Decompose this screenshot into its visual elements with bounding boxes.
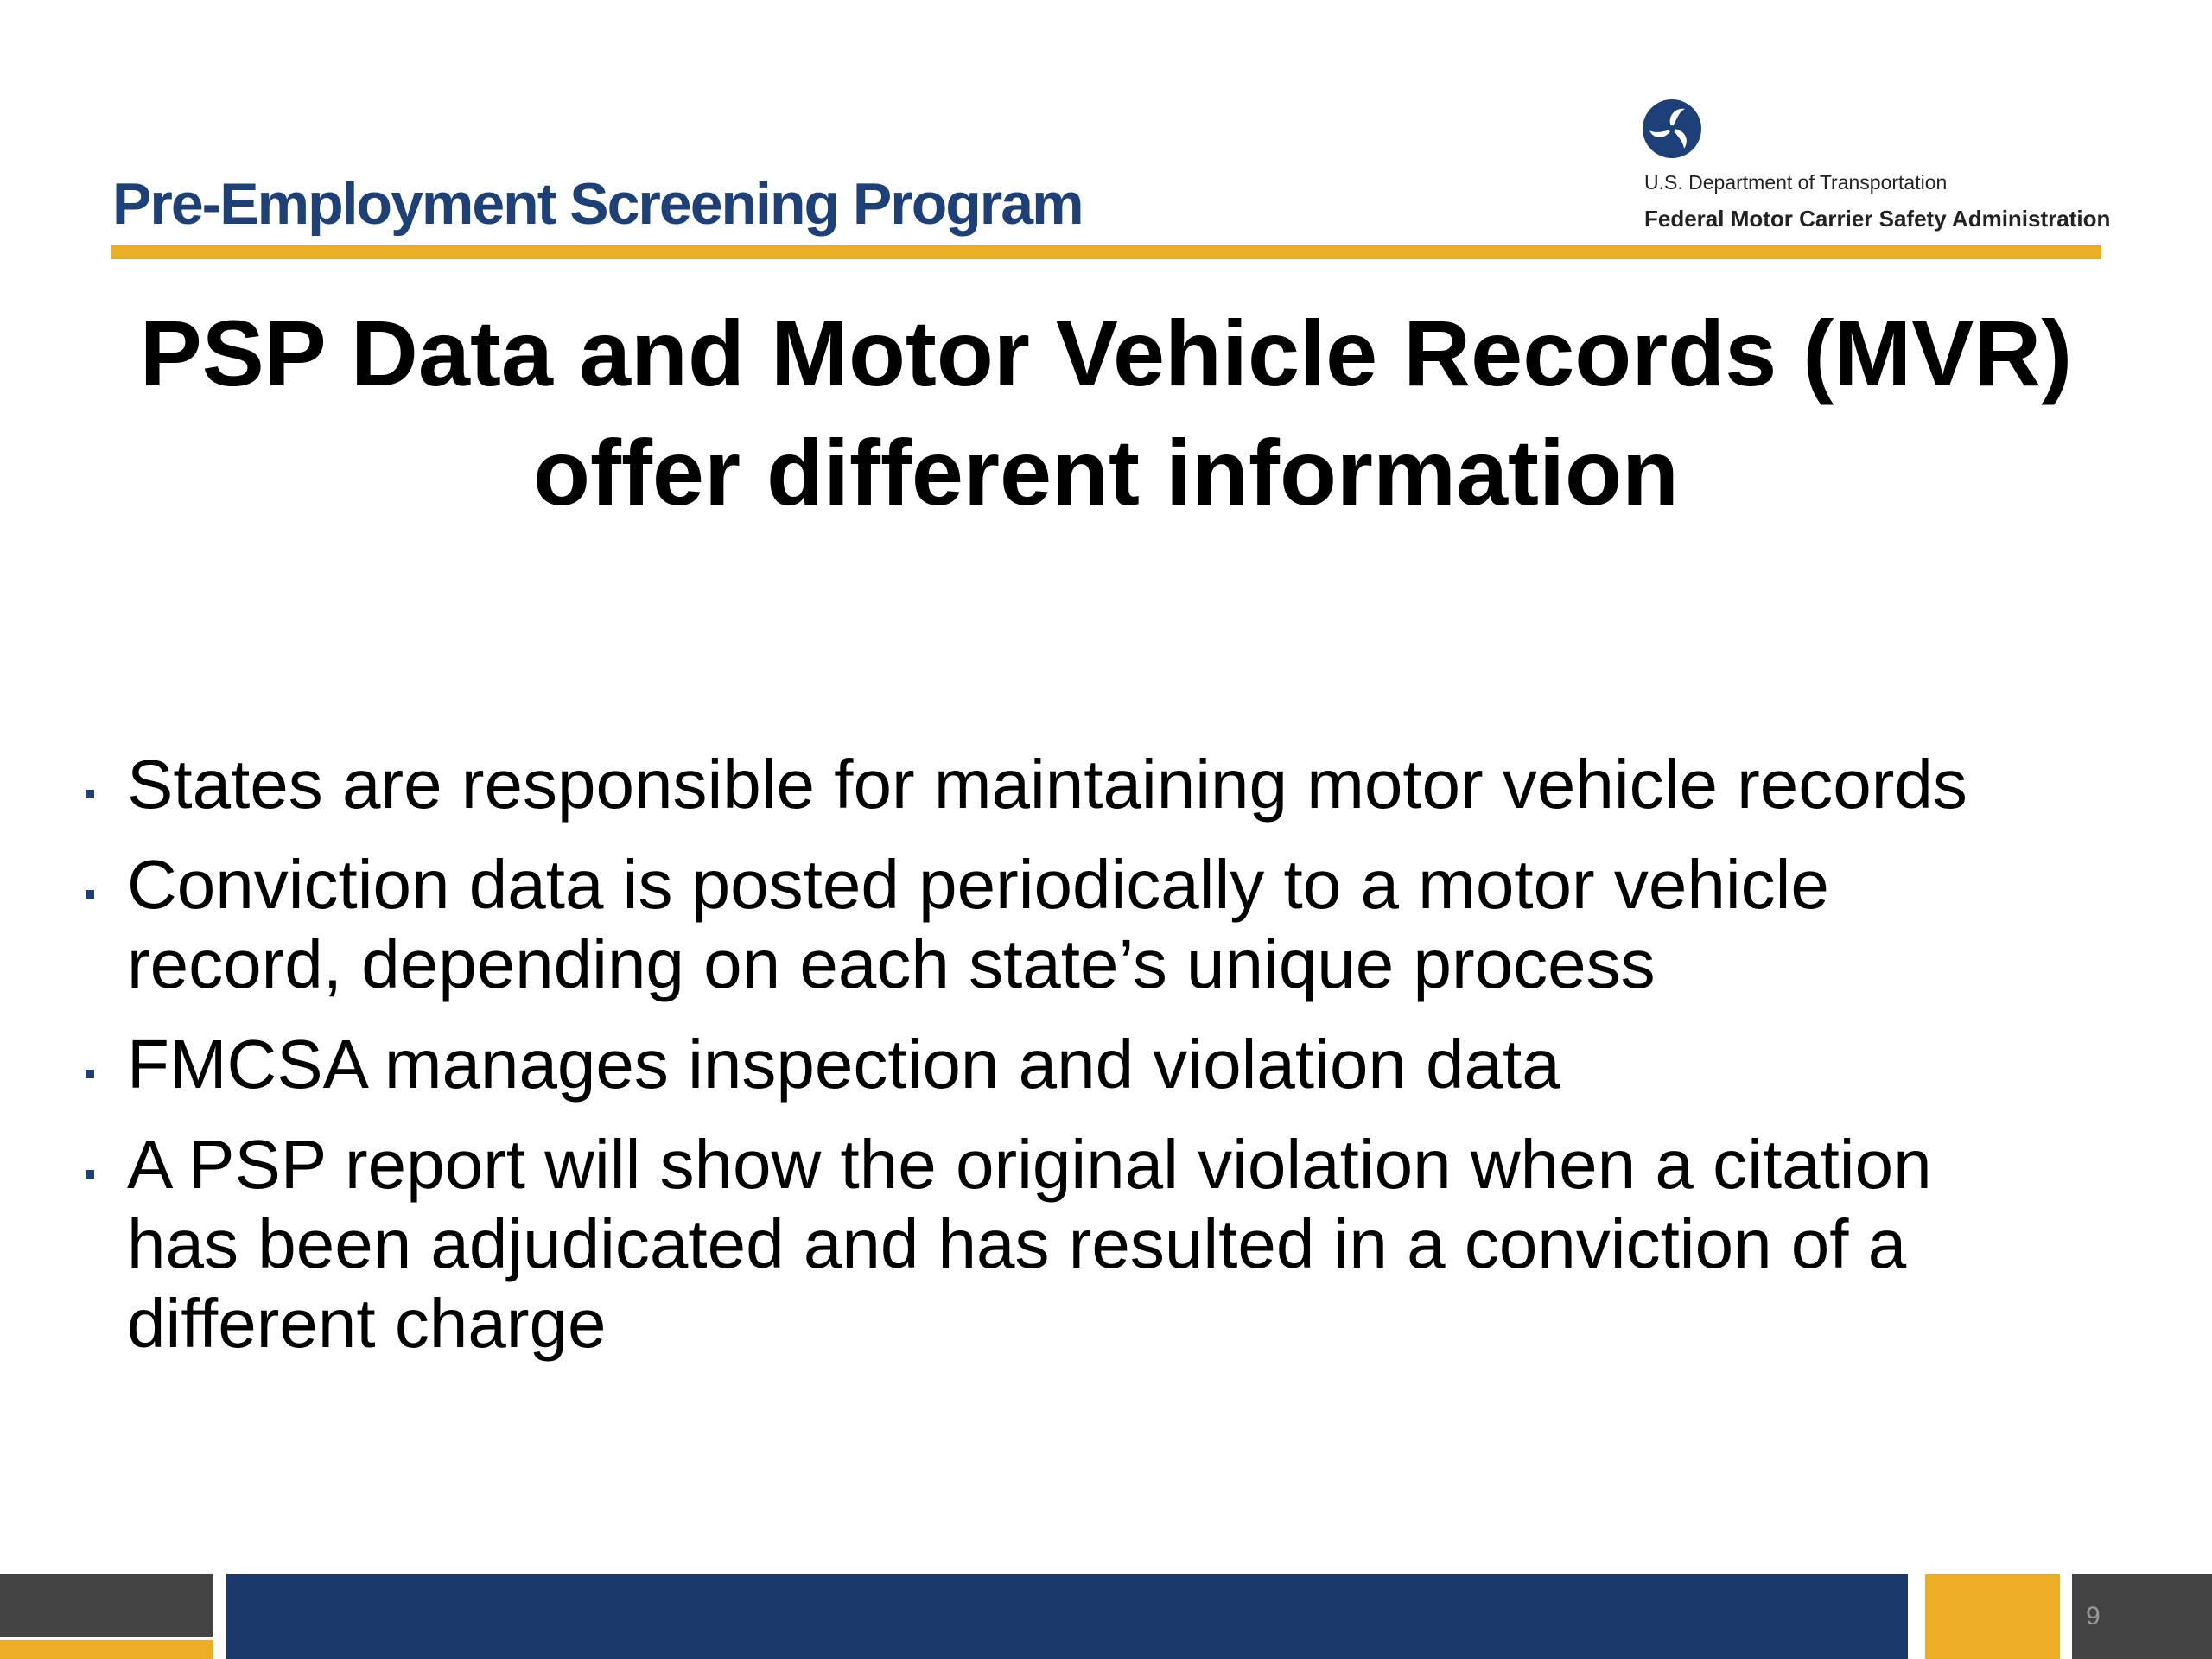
bullet-square-icon (86, 890, 94, 899)
slide-title (52, 294, 2160, 532)
page-number: 9 (2086, 1602, 2101, 1630)
program-title: Pre-Employment Screening Program (112, 171, 1083, 237)
footer-navy-bar (226, 1574, 1908, 1659)
list-item (82, 845, 1983, 1004)
gold-header-rule (111, 245, 2101, 259)
list-item (82, 745, 1983, 824)
footer-gold-right-block (1925, 1574, 2060, 1659)
bullet-list (82, 745, 1983, 1384)
bullet-square-icon (86, 1170, 94, 1179)
bullet-square-icon (86, 1070, 94, 1078)
bullet-square-icon (86, 790, 94, 798)
slide-title-line2: offer different information (533, 420, 1679, 524)
bullet-text: A PSP report will show the original violation when a citation has been adjudicated and has resulted in a conviction of a different charge (127, 1126, 1932, 1362)
bullet-text: Conviction data is posted periodically to a motor vehicle record, depending on each state’s unique process (127, 846, 1829, 1002)
list-item (82, 1125, 1983, 1363)
list-item (82, 1025, 1983, 1104)
agency-department: U.S. Department of Transportation (1644, 171, 1948, 194)
slide-title-line1: PSP Data and Motor Vehicle Records (MVR) (139, 301, 2073, 405)
dot-triskelion-icon (1642, 99, 1702, 159)
footer-gold-left-block (0, 1640, 213, 1659)
agency-administration: Federal Motor Carrier Safety Administration (1644, 206, 2111, 232)
footer-gray-left-block (0, 1574, 213, 1637)
bullet-text: FMCSA manages inspection and violation data (127, 1026, 1560, 1103)
bullet-text: States are responsible for maintaining motor vehicle records (127, 746, 1967, 823)
